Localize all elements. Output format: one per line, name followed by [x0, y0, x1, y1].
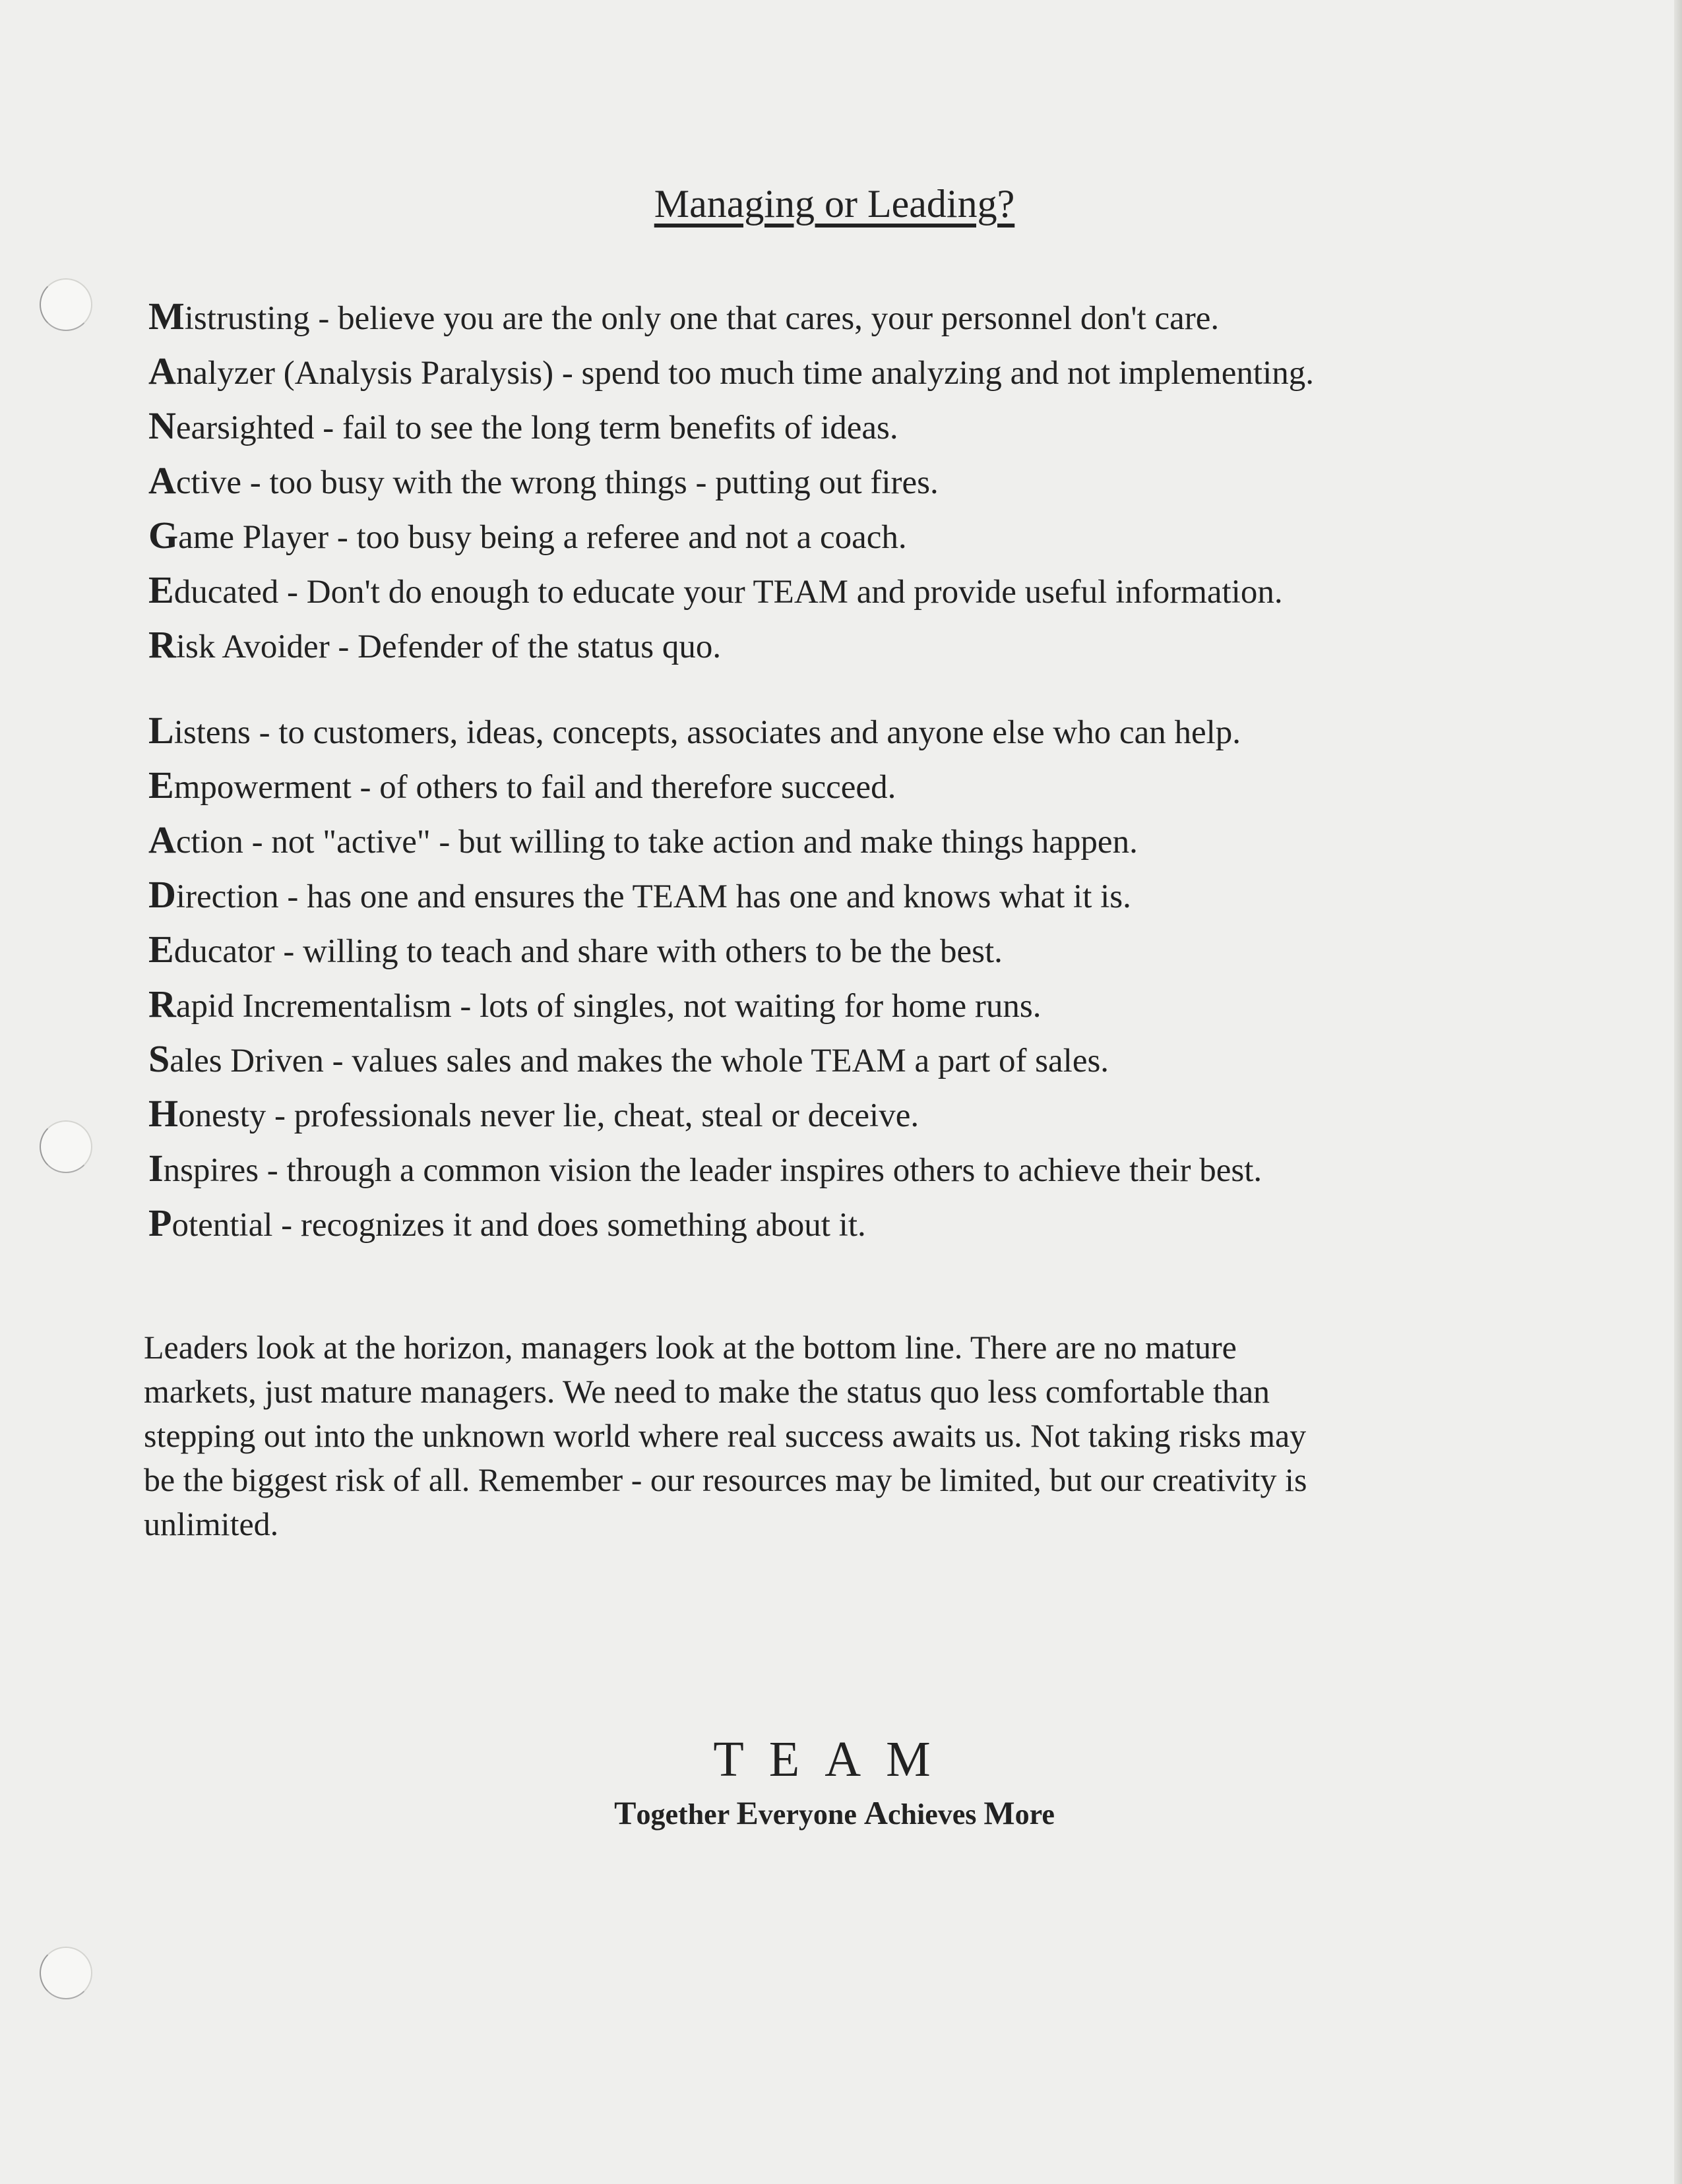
initial-letter: E	[148, 764, 174, 806]
item-text: otential - recognizes it and does something about it.	[171, 1207, 866, 1244]
initial-letter: L	[148, 709, 174, 752]
list-item	[148, 704, 1262, 759]
item-text: ctive - too busy with the wrong things - putting out fires.	[175, 464, 939, 501]
tagline-rest: chieves	[887, 1798, 977, 1831]
page-title: Managing or Leading?	[654, 182, 1015, 226]
initial-letter: G	[148, 514, 179, 557]
item-text: earsighted - fail to see the long term benefits of ideas.	[175, 410, 898, 446]
initial-letter: A	[148, 818, 176, 861]
item-text: istens - to customers, ideas, concepts, associates and anyone else who can help.	[173, 714, 1241, 751]
item-text: ducated - Don't do enough to educate your TEAM and provide useful information.	[173, 574, 1283, 611]
item-text: isk Avoider - Defender of the status quo.	[175, 628, 722, 665]
paragraph-line: stepping out into the unknown world where real success awaits us. Not taking risks may	[144, 1417, 1307, 1454]
initial-letter: I	[148, 1147, 164, 1190]
list-item	[148, 814, 1262, 868]
tagline-rest: ogether	[636, 1798, 730, 1831]
list-item	[148, 923, 1262, 978]
tagline-initial: T	[614, 1794, 637, 1831]
initial-letter: P	[148, 1201, 172, 1244]
item-text: nspires - through a common vision the leader inspires others to achieve their best.	[163, 1152, 1262, 1189]
punch-hole-top	[40, 278, 92, 331]
initial-letter: N	[148, 404, 176, 447]
tagline-word	[863, 1794, 977, 1831]
tagline-initial: A	[863, 1794, 888, 1831]
initial-letter: H	[148, 1092, 179, 1135]
item-text: ducator - willing to teach and share with others to be the best.	[173, 933, 1003, 970]
punch-hole-bottom	[40, 1947, 92, 1999]
leader-acronym-list	[148, 704, 1262, 1252]
tagline-rest: veryone	[758, 1798, 857, 1831]
item-text: irection - has one and ensures the TEAM has one and knows what it is.	[175, 878, 1131, 915]
paragraph-line: unlimited.	[144, 1505, 279, 1542]
tagline-rest: ore	[1014, 1798, 1055, 1831]
tagline-word	[614, 1794, 730, 1831]
list-item	[148, 345, 1314, 400]
page-edge-shadow	[1674, 0, 1682, 2184]
paragraph-line: Leaders look at the horizon, managers look at the bottom line. There are no mature	[144, 1329, 1237, 1366]
initial-letter: E	[148, 928, 174, 971]
tagline-word	[983, 1794, 1055, 1831]
initial-letter: D	[148, 873, 176, 916]
list-item	[148, 454, 1314, 509]
list-item	[148, 290, 1314, 345]
initial-letter: S	[148, 1037, 170, 1080]
paragraph-line: markets, just mature managers. We need to make the status quo less comfortable than	[144, 1373, 1270, 1410]
team-acronym: TEAM	[713, 1732, 956, 1787]
item-text: apid Incrementalism - lots of singles, not waiting for home runs.	[175, 988, 1042, 1025]
list-item	[148, 1142, 1262, 1197]
item-text: ales Driven - values sales and makes the whole TEAM a part of sales.	[170, 1043, 1109, 1079]
closing-paragraph	[144, 1325, 1307, 1546]
initial-letter: A	[148, 459, 176, 502]
team-tagline	[0, 1794, 1669, 1832]
list-item	[148, 759, 1262, 814]
item-text: ame Player - too busy being a referee and not a coach.	[178, 519, 907, 556]
initial-letter: E	[148, 568, 174, 611]
list-item	[148, 1087, 1262, 1142]
paragraph-line: be the biggest risk of all. Remember - our resources may be limited, but our creativity is	[144, 1461, 1307, 1498]
tagline-initial: M	[983, 1794, 1015, 1831]
item-text: onesty - professionals never lie, cheat, steal or deceive.	[178, 1097, 919, 1134]
punch-hole-middle	[40, 1120, 92, 1173]
item-text: nalyzer (Analysis Paralysis) - spend too much time analyzing and not implementing.	[175, 355, 1315, 392]
item-text: mpowerment - of others to fail and therefore succeed.	[173, 769, 896, 806]
list-item	[148, 868, 1262, 923]
tagline-initial: E	[736, 1794, 759, 1831]
manager-acronym-list	[148, 290, 1314, 673]
list-item	[148, 619, 1314, 673]
tagline-word	[736, 1794, 857, 1831]
list-item	[148, 1033, 1262, 1087]
initial-letter: A	[148, 349, 176, 392]
initial-letter: M	[148, 295, 185, 338]
initial-letter: R	[148, 983, 176, 1025]
list-item	[148, 978, 1262, 1033]
initial-letter: R	[148, 623, 176, 666]
item-text: istrusting - believe you are the only one that cares, your personnel don't care.	[184, 300, 1220, 337]
list-item	[148, 509, 1314, 564]
list-item	[148, 1197, 1262, 1252]
list-item	[148, 564, 1314, 619]
item-text: ction - not "active" - but willing to take action and make things happen.	[175, 824, 1138, 861]
list-item	[148, 400, 1314, 454]
